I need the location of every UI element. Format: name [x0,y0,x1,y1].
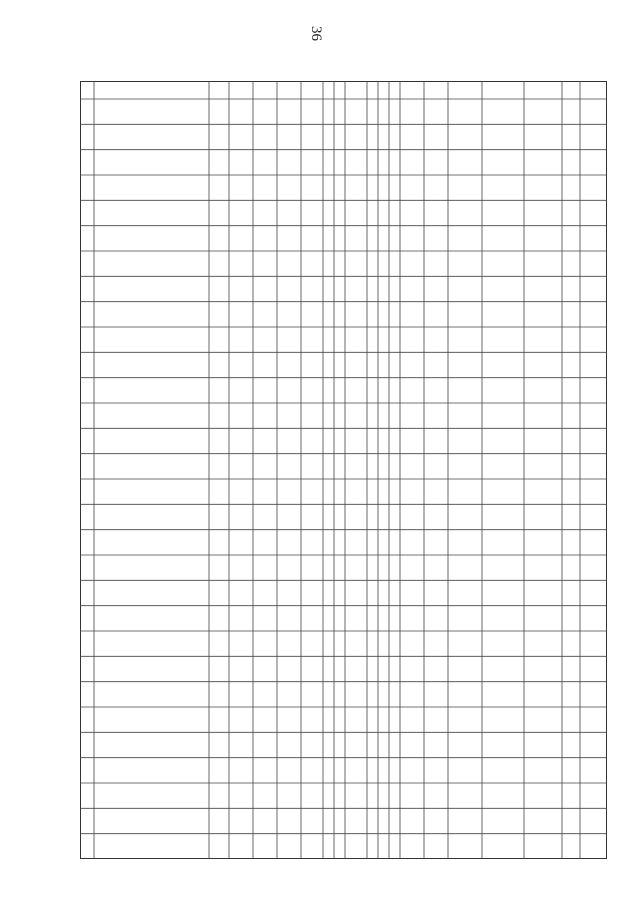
data-table [80,81,607,859]
table-grid [80,81,607,859]
page-number: 36 [308,26,324,41]
table-frame [81,82,607,859]
